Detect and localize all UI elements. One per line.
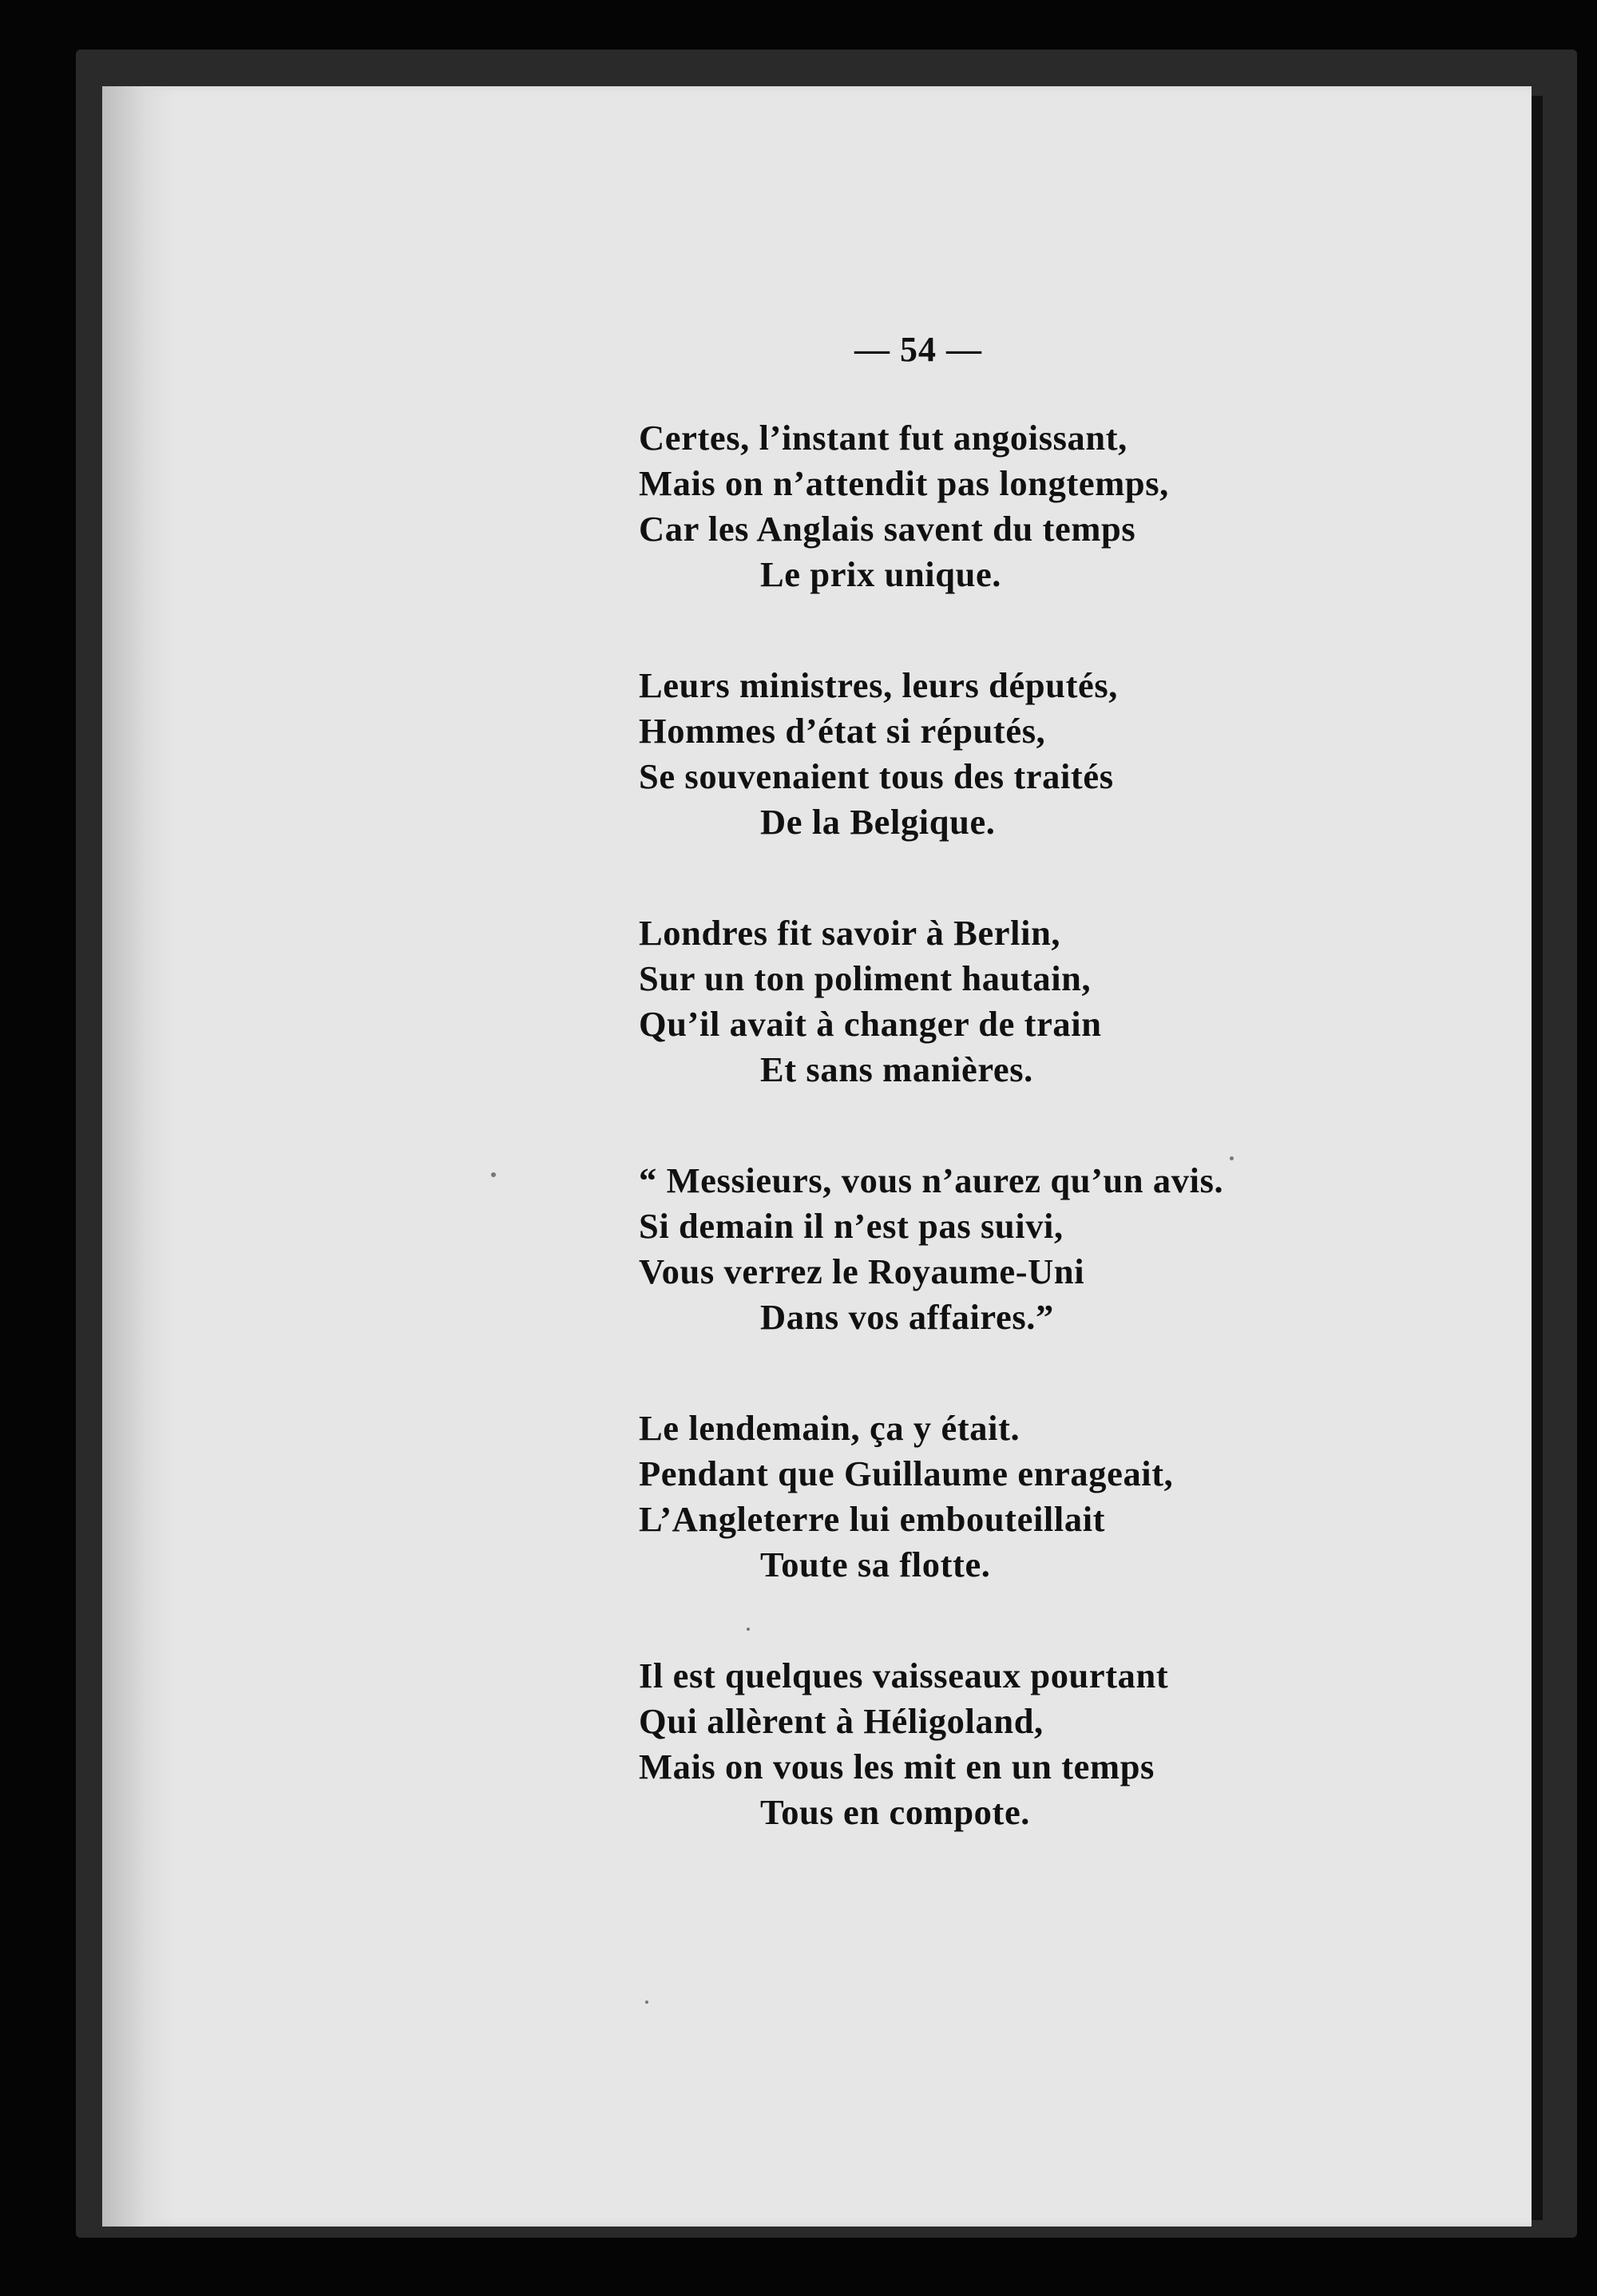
poem-line: Mais on vous les mit en un temps — [639, 1747, 1155, 1786]
poem-line: Pendant que Guillaume enrageait, — [639, 1453, 1174, 1493]
poem-line: Mais on n’attendit pas longtemps, — [639, 463, 1169, 503]
poem-line: L’Angleterre lui embouteillait — [639, 1499, 1106, 1539]
poem-line: Car les Anglais savent du temps — [639, 509, 1136, 549]
next-page-edge — [1532, 96, 1543, 2220]
scan-speck — [645, 2001, 648, 2004]
poem-line: Le lendemain, ça y était. — [639, 1408, 1020, 1448]
poem-line: Certes, l’instant fut angoissant, — [639, 418, 1127, 458]
stanza-2 — [639, 663, 1517, 845]
poem-line: Qu’il avait à changer de train — [639, 1004, 1102, 1044]
poem-line: Se souvenaient tous des traités — [639, 756, 1114, 796]
poem-line: Vous verrez le Royaume-Uni — [639, 1251, 1085, 1291]
scan-speck — [491, 1172, 496, 1177]
poem-line: Si demain il n’est pas suivi, — [639, 1206, 1064, 1246]
poem-refrain-line: Et sans manières. — [760, 1049, 1033, 1089]
poem-line: Sur un ton poliment hautain, — [639, 958, 1092, 998]
page-gutter-shadow — [102, 86, 174, 2227]
page-number: — 54 — — [854, 330, 982, 369]
stanza-6 — [639, 1653, 1517, 1835]
poem-refrain-line: Le prix unique. — [760, 554, 1002, 594]
poem-refrain-line: Tous en compote. — [760, 1792, 1031, 1832]
stanza-5 — [639, 1406, 1517, 1588]
poem-refrain-line: Toute sa flotte. — [760, 1545, 991, 1584]
poem-refrain-line: De la Belgique. — [760, 802, 996, 842]
scan-speck — [1230, 1156, 1234, 1160]
stanza-4 — [639, 1158, 1517, 1340]
poem-refrain-line: Dans vos affaires.” — [760, 1297, 1054, 1337]
poem-line: Leurs ministres, leurs députés, — [639, 665, 1118, 705]
poem-line: Londres fit savoir à Berlin, — [639, 913, 1061, 953]
poem-line: Il est quelques vaisseaux pourtant — [639, 1656, 1169, 1695]
stanza-3 — [639, 910, 1517, 1092]
poem — [639, 415, 1517, 1901]
poem-line: Hommes d’état si réputés, — [639, 711, 1046, 751]
scan-speck — [747, 1628, 750, 1631]
poem-line: Qui allèrent à Héligoland, — [639, 1701, 1044, 1741]
stanza-1 — [639, 415, 1517, 597]
poem-line: “ Messieurs, vous n’aurez qu’un avis. — [639, 1160, 1224, 1200]
